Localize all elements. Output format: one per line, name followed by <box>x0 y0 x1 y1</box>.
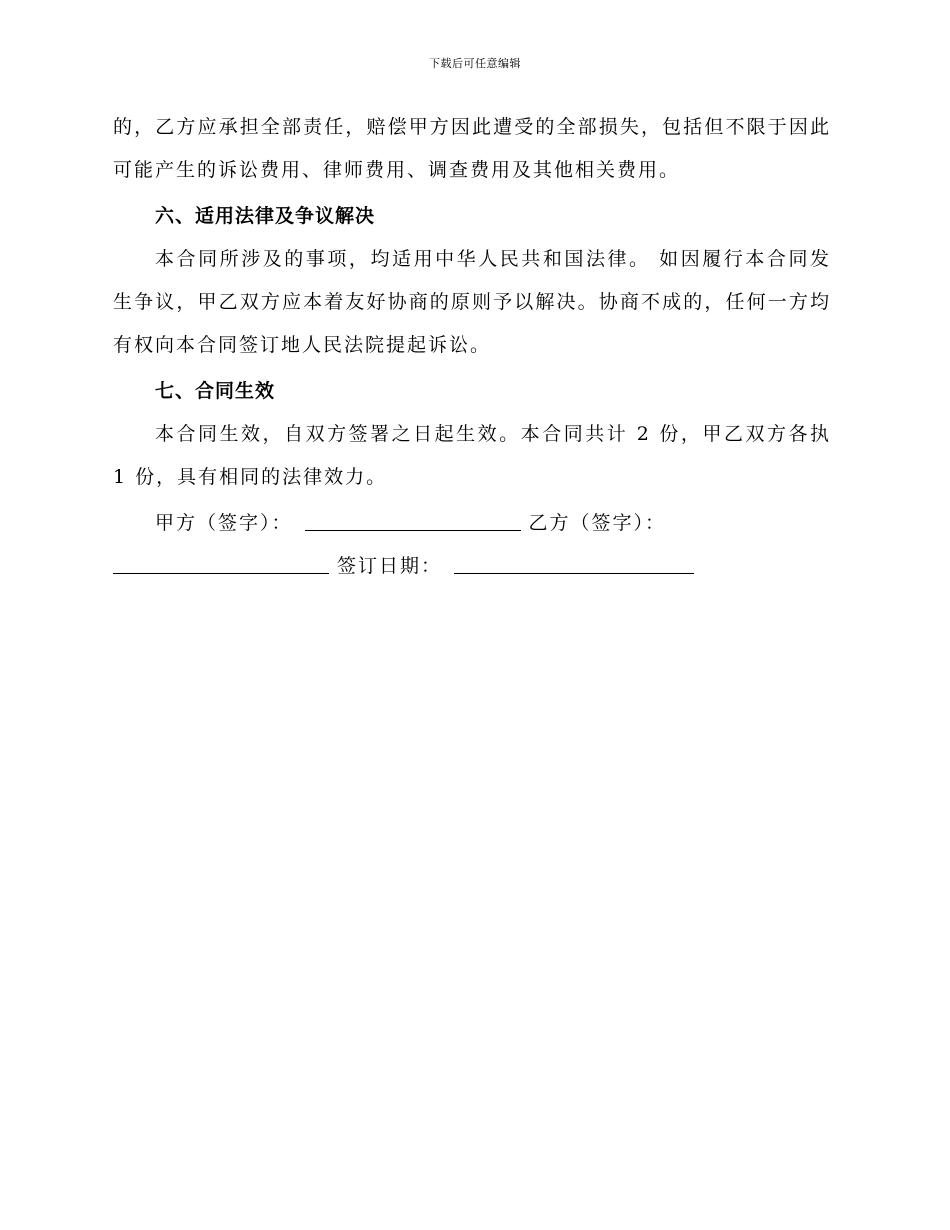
section-7-paragraph: 本合同生效，自双方签署之日起生效。本合同共计 2 份，甲乙双方各执 1 份，具有相同的法律效力。 <box>113 423 831 488</box>
section-7-heading: 七、合同生效 <box>155 380 276 402</box>
continued-paragraph: 的，乙方应承担全部责任，赔偿甲方因此遭受的全部损失，包括但不限于因此可能产生的诉讼费用、律师费用、调查费用及其他相关费用。 <box>113 116 831 181</box>
signature-row-2 <box>113 545 831 588</box>
party-b-signature-label: 乙方（签字）： <box>528 512 667 534</box>
party-a-signature-label: 甲方（签字）： <box>155 512 293 534</box>
document-body <box>113 106 831 588</box>
party-a-signature-line[interactable] <box>305 529 521 531</box>
section-6-heading: 六、适用法律及争议解决 <box>155 205 376 227</box>
signing-date-label: 签订日期： <box>337 555 443 577</box>
party-b-signature-line[interactable] <box>113 572 329 574</box>
section-6-paragraph: 本合同所涉及的事项，均适用中华人民共和国法律。 如因履行本合同发生争议，甲乙双方应本着友好协商的原则予以解决。协商不成的，任何一方均有权向本合同签订地人民法院提起诉讼。 <box>113 248 831 356</box>
signing-date-line[interactable] <box>454 572 694 574</box>
header-note: 下载后可任意编辑 <box>429 57 521 70</box>
signature-row-1 <box>113 502 831 545</box>
